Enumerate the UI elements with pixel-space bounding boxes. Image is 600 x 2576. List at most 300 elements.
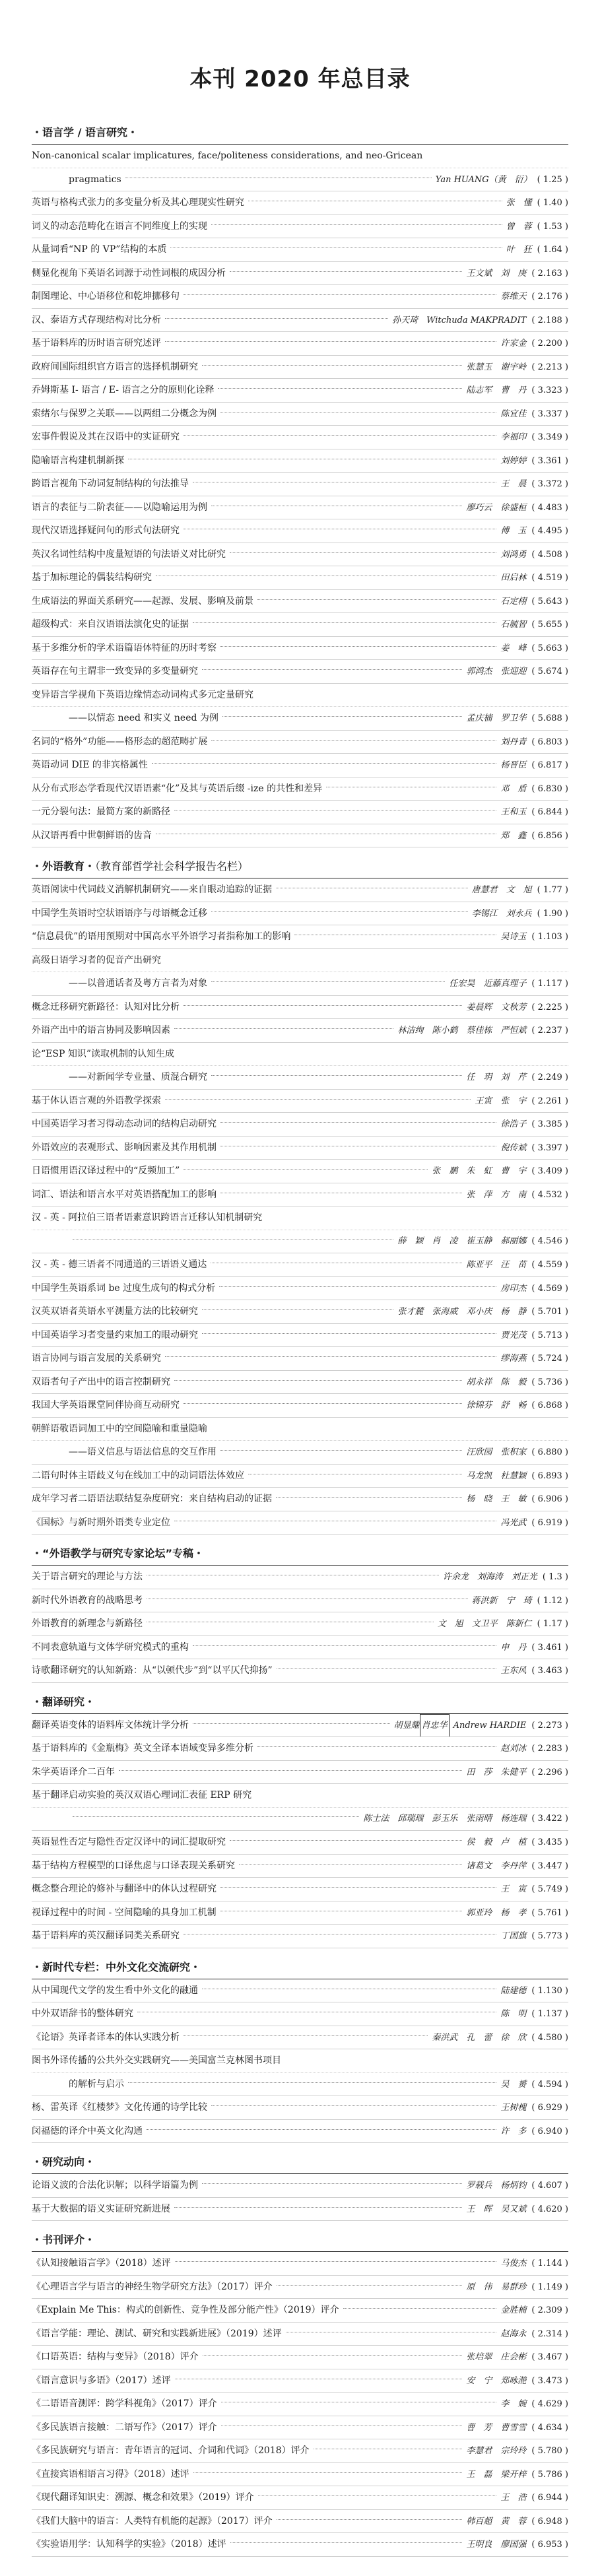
toc-entry[interactable]	[32, 660, 568, 684]
entry-title: 词义的动态范畴化在语言不同维度上的实现	[32, 220, 207, 232]
entry-author: 蒋洪新 宁 琦	[471, 1595, 532, 1606]
entry-page: ( 3.385 )	[531, 1119, 568, 1129]
entry-title: 论“ESP 知识”读取机制的认知生成	[32, 1048, 174, 1059]
toc-entry[interactable]	[32, 1831, 568, 1855]
entry-page: ( 1.64 )	[537, 245, 568, 255]
entry-title: ——以普通话者及粤方言者为对象	[69, 978, 207, 989]
toc-entry[interactable]	[32, 1300, 568, 1324]
toc-entry[interactable]	[32, 949, 568, 973]
toc-entry[interactable]	[32, 1784, 568, 1808]
entry-title: 成年学习者二语语法联结复杂度研究：来自结构启动的证据	[32, 1494, 272, 1504]
toc-entry[interactable]	[32, 1878, 568, 1901]
toc-entry[interactable]	[32, 1206, 568, 1230]
leader-dots	[257, 1746, 496, 1747]
toc-entry[interactable]	[32, 1465, 568, 1488]
entry-title: 《直接宾语相语言习得》（2018）述评	[32, 2468, 189, 2480]
entry-page: ( 6.893 )	[531, 1470, 568, 1481]
entry-page: ( 4.483 )	[531, 502, 568, 513]
entry-author: 任宏昊 近藤真理子	[449, 979, 527, 989]
toc-entry[interactable]	[32, 2533, 568, 2557]
entry-title: 《语言学能：理论、测试、研究和实践新进展》（2019）述评	[32, 2328, 282, 2339]
toc-entry[interactable]	[32, 238, 568, 262]
entry-title: 新时代外语教育的战略思考	[32, 1595, 143, 1606]
entry-author: 田 莎 朱健平	[466, 1767, 527, 1777]
entry-author: 叶 狂	[506, 245, 532, 255]
toc-entry[interactable]	[32, 2049, 568, 2073]
toc-entry[interactable]	[32, 1737, 568, 1761]
section-rows	[32, 2251, 568, 2557]
toc-entry[interactable]	[32, 262, 568, 286]
toc-entry[interactable]	[32, 2346, 568, 2369]
entry-title: 《多民族研究与语言：青年语言的冠词、介词和代词》（2018）评介	[32, 2445, 310, 2456]
entry-page: ( 3.461 )	[531, 1642, 568, 1653]
entry-page: ( 2.273 )	[531, 1720, 568, 1731]
sections-container	[32, 123, 568, 2557]
entry-page: ( 2.213 )	[531, 362, 568, 372]
entry-author: 贾光茂	[500, 1330, 527, 1340]
page-title: 本刊 2020 年总目录	[189, 66, 411, 92]
leader-dots	[276, 1497, 462, 1498]
toc-entry[interactable]	[32, 2393, 568, 2416]
entry-author: 张 萍 方 南	[466, 1189, 527, 1200]
leader-dots	[183, 1005, 462, 1006]
toc-entry[interactable]	[32, 543, 568, 567]
toc-entry[interactable]	[32, 777, 568, 801]
toc-entry[interactable]	[32, 1347, 568, 1371]
toc-entry[interactable]	[32, 2002, 568, 2026]
entry-title: 论语义波的合法化识解；以科学语篇为例	[32, 2180, 198, 2191]
toc-entry[interactable]	[32, 684, 568, 708]
entry-author: 徐锦芬 舒 畅	[466, 1401, 527, 1410]
leader-dots	[220, 1122, 496, 1123]
toc-entry[interactable]	[32, 1636, 568, 1660]
entry-page: ( 1.40 )	[537, 198, 568, 208]
toc-entry[interactable]	[32, 824, 568, 848]
section-rows	[32, 1979, 568, 2144]
entry-title: 中国学生英语时空状语语序与母语概念迁移	[32, 908, 207, 919]
entry-page: ( 1.77 )	[537, 885, 568, 895]
toc-entry[interactable]	[32, 449, 568, 473]
entry-page: ( 3.349 )	[531, 432, 568, 442]
entry-title: 闵福德的译介中英文化沟通	[32, 2125, 143, 2136]
toc-entry[interactable]	[32, 496, 568, 520]
entry-page: ( 1.149 )	[531, 2282, 568, 2292]
toc-entry[interactable]	[32, 2026, 568, 2050]
entry-page: ( 1.90 )	[537, 908, 568, 919]
toc-entry[interactable]	[32, 2198, 568, 2222]
entry-title: 视译过程中的时间 - 空间隐喻的具身加工机制	[32, 1907, 217, 1918]
entry-author: 陈 明	[500, 2009, 527, 2019]
entry-title: 一元分裂句法：最简方案的新路径	[32, 807, 170, 817]
toc-entry[interactable]	[32, 1277, 568, 1301]
toc-entry[interactable]	[32, 168, 568, 192]
entry-author: 郭亚玲 杨 孝	[466, 1907, 527, 1918]
toc-entry[interactable]	[32, 332, 568, 356]
leader-dots	[202, 1309, 393, 1310]
leader-dots	[174, 1028, 393, 1029]
entry-page: ( 4.620 )	[531, 2204, 568, 2214]
entry-title: 《二语语音测评：跨学科视角》（2017）评介	[32, 2398, 217, 2409]
entry-title: 双语者句子产出中的语言控制研究	[32, 1376, 170, 1387]
entry-author: 孙天琦 Witchuda MAKPRADIT	[392, 315, 527, 325]
entry-author: 赵海永	[500, 2328, 527, 2339]
entry-page: ( 4.629 )	[531, 2399, 568, 2409]
entry-author: 侯 毅 卢 植	[466, 1837, 527, 1847]
entry-author: 金胜楠	[500, 2305, 527, 2315]
entry-page: ( 3.422 )	[531, 1813, 568, 1824]
toc-section	[32, 857, 568, 1535]
entry-page: ( 1.12 )	[537, 1595, 568, 1606]
entry-title: 高级日语学习者的促音产出研究	[32, 954, 161, 966]
entry-page: ( 6.940 )	[531, 2126, 568, 2136]
entry-title: 《心理语言学与语言的神经生物学研究方法》（2017）评介	[32, 2281, 273, 2292]
entry-page: ( 5.713 )	[531, 1330, 568, 1340]
entry-page: ( 5.688 )	[531, 713, 568, 723]
toc-entry[interactable]	[32, 2252, 568, 2276]
entry-title: 生成语法的界面关系研究——起源、发展、影响及前景	[32, 595, 253, 607]
toc-entry[interactable]	[32, 1019, 568, 1043]
section-heading-text: ・新时代专栏：中外文化交流研究・	[32, 1960, 201, 1973]
entry-title: 从汉语再看中世朝鲜语的齿音	[32, 830, 152, 841]
toc-entry[interactable]	[32, 2463, 568, 2487]
toc-entry[interactable]	[32, 972, 568, 996]
toc-entry[interactable]	[32, 1901, 568, 1925]
toc-entry[interactable]	[32, 566, 568, 590]
toc-entry[interactable]	[32, 878, 568, 902]
toc-entry[interactable]	[32, 1761, 568, 1785]
entry-title: 汉、泰语方式存现结构对比分析	[32, 314, 161, 325]
entry-title: 概念迁移研究新路径：认知对比分析	[32, 1001, 180, 1012]
leader-dots	[174, 1380, 462, 1381]
entry-author: 吴 赟	[500, 2079, 527, 2090]
entry-title: 《Explain Me This：构式的创新性、竞争性及部分能产性》（2019）评介	[32, 2305, 339, 2315]
entry-title: 乔姆斯基 I- 语言 / E- 语言之分的原则化诠释	[32, 385, 215, 395]
section-heading	[32, 1958, 568, 1977]
leader-dots	[202, 2183, 462, 2184]
entry-title: 名词的“格外”功能——格形态的超范畴扩展	[32, 736, 208, 747]
toc-entry[interactable]	[32, 309, 568, 333]
entry-title: 《实验语用学：认知科学的实验》（2018）述评	[32, 2539, 226, 2550]
entry-title: 外语产出中的语言协同及影响因素	[32, 1025, 170, 1036]
entry-title: 英语存在句主谓非一致变异的多变量研究	[32, 666, 198, 677]
toc-entry[interactable]	[32, 996, 568, 1020]
entry-author: 唐慧君 文 旭	[471, 885, 532, 895]
entry-author: 郑 鑫	[500, 830, 527, 841]
entry-title: 基于体认语言观的外语教学探索	[32, 1095, 161, 1106]
toc-entry[interactable]	[32, 1183, 568, 1207]
toc-entry[interactable]	[32, 590, 568, 614]
entry-page: ( 4.559 )	[531, 1260, 568, 1270]
toc-entry[interactable]	[32, 637, 568, 661]
entry-author: 孟庆楠 罗卫华	[466, 713, 527, 723]
entry-page: ( 3.397 )	[531, 1142, 568, 1153]
toc-entry[interactable]	[32, 1855, 568, 1878]
toc-entry[interactable]	[32, 1659, 568, 1683]
section-heading-sub: （教育部哲学社会科学报告名栏）	[95, 860, 249, 873]
toc-entry[interactable]	[32, 2439, 568, 2463]
toc-entry[interactable]	[32, 2174, 568, 2198]
entry-page: ( 3.447 )	[531, 1861, 568, 1871]
entry-page: ( 5.655 )	[531, 620, 568, 630]
toc-entry[interactable]	[32, 285, 568, 309]
leader-dots	[183, 1169, 428, 1170]
entry-page: ( 6.880 )	[531, 1447, 568, 1457]
toc-entry[interactable]	[32, 902, 568, 926]
entry-page: ( 3.372 )	[531, 479, 568, 489]
entry-title: 我国大学英语课堂同伴协商互动研究	[32, 1400, 180, 1410]
entry-title: 朝鲜语敬语词加工中的空间隐喻和重量隐喻	[32, 1423, 207, 1434]
entry-title: 外语教育的新理念与新路径	[32, 1618, 143, 1629]
entry-author: 林洁绚 陈小鹤 蔡佳栋 严恒斌	[397, 1026, 527, 1036]
entry-title: 《语言意识与多语》（2017）述评	[32, 2375, 171, 2386]
entry-author: 姜 峰	[500, 643, 527, 653]
section-rows	[32, 2173, 568, 2221]
entry-title: 英语显性否定与隐性否定汉译中的词汇提取研究	[32, 1837, 226, 1847]
entry-title: 《多民族语言接触：二语写作》（2017）评介	[32, 2422, 217, 2433]
leader-dots	[220, 1887, 496, 1888]
leader-dots	[165, 1099, 471, 1100]
section-heading	[32, 123, 568, 143]
toc-entry[interactable]	[32, 215, 568, 239]
section-heading-text: ・“外语教学与研究专家论坛”专稿・	[32, 1547, 205, 1560]
entry-page: ( 2.309 )	[531, 2305, 568, 2315]
entry-title: pragmatics	[69, 174, 121, 185]
entry-title: 侧显化视角下英语名词源于动性词根的成因分析	[32, 267, 226, 279]
entry-author: 刘婷婷	[500, 455, 527, 466]
entry-author: 李 婉	[500, 2399, 527, 2409]
entry-page: ( 6.953 )	[531, 2540, 568, 2550]
toc-entry[interactable]	[32, 1043, 568, 1067]
leader-dots	[202, 669, 462, 670]
leader-dots	[222, 716, 462, 717]
entry-author: 文 旭 文卫平 陈新仁	[437, 1619, 532, 1629]
entry-title: 基于大数据的语义实证研究新进展	[32, 2203, 170, 2214]
entry-author: 王 磊 梁开梓	[466, 2469, 527, 2480]
entry-title: 汉 - 英 - 德三语者不同通道的三语语义通达	[32, 1259, 207, 1270]
toc-entry[interactable]	[32, 731, 568, 754]
entry-page: ( 4.607 )	[531, 2181, 568, 2191]
leader-dots	[343, 2308, 497, 2309]
leader-dots	[165, 341, 496, 342]
section-heading-text: ・外语教育・	[32, 860, 96, 873]
leader-dots	[220, 1450, 462, 1451]
entry-author-extra: Andrew HARDIE	[453, 1720, 527, 1731]
toc-entry[interactable]	[32, 1488, 568, 1511]
leader-dots	[183, 2035, 428, 2036]
leader-dots	[211, 981, 445, 982]
leader-dots	[193, 2472, 463, 2473]
entry-page: ( 1.25 )	[537, 174, 568, 185]
leader-dots	[239, 1864, 462, 1865]
toc-entry[interactable]	[32, 2096, 568, 2120]
entry-page: ( 2.283 )	[531, 1744, 568, 1754]
entry-title: 英汉名词性结构中度量短语的句法语义对比研究	[32, 548, 226, 560]
entry-author: 丁国旗	[500, 1931, 527, 1941]
toc-entry[interactable]	[32, 1394, 568, 1418]
entry-author: 刘丹青	[500, 737, 527, 747]
entry-author: 陈亚平 汪 苗	[466, 1260, 527, 1270]
entry-author: 石定栩	[500, 596, 527, 607]
toc-entry[interactable]	[32, 1371, 568, 1395]
toc-entry[interactable]	[32, 801, 568, 824]
leader-dots	[165, 318, 388, 319]
entry-title: 二语句时体主语歧义句在线加工中的动词语法体效应	[32, 1470, 244, 1481]
toc-entry[interactable]	[32, 426, 568, 449]
section-heading	[32, 2230, 568, 2250]
entry-page: ( 4.580 )	[531, 2032, 568, 2043]
section-rows	[32, 144, 568, 847]
entry-author: 刘鸿勇	[500, 549, 527, 560]
leader-dots	[230, 271, 462, 272]
leader-dots	[128, 2082, 496, 2083]
toc-entry[interactable]	[32, 519, 568, 543]
entry-title: Non-canonical scalar implicatures, face/politeness considerations, and neo-Gricean	[32, 150, 423, 161]
entry-author: 石毓智	[500, 620, 527, 630]
entry-title: 朱学英语译介二百年	[32, 1766, 115, 1777]
toc-entry[interactable]	[32, 1253, 568, 1277]
toc-entry[interactable]	[32, 1566, 568, 1589]
entry-author: 王树槐	[500, 2103, 527, 2113]
entry-page: ( 3.337 )	[531, 409, 568, 419]
entry-page: ( 5.749 )	[531, 1884, 568, 1894]
entry-author: 韩百超 黄 蓉	[466, 2516, 527, 2526]
entry-title: 《口语英语：结构与变异》（2018）评介	[32, 2352, 199, 2362]
entry-page: ( 5.773 )	[531, 1931, 568, 1941]
entry-page: ( 5.786 )	[531, 2469, 568, 2480]
leader-dots	[277, 2285, 463, 2286]
section-heading-text: ・翻译研究・	[32, 1695, 96, 1708]
entry-title: 中国英语学习者变量约束加工的眼动研究	[32, 1329, 198, 1340]
entry-author: 任 玥 刘 芹	[466, 1073, 527, 1082]
toc-entry[interactable]	[32, 473, 568, 496]
toc-entry[interactable]	[32, 2323, 568, 2346]
toc-entry[interactable]	[32, 403, 568, 426]
entry-author: 许余龙 刘海涛 刘正光	[442, 1572, 537, 1582]
leader-dots	[152, 763, 496, 764]
entry-author: 曹 芳 曹雪雪	[466, 2422, 527, 2433]
entry-author: 胡永祥 陈 毅	[466, 1377, 527, 1387]
toc-entry[interactable]	[32, 1324, 568, 1348]
entry-page: ( 6.803 )	[531, 737, 568, 747]
entry-page: ( 5.663 )	[531, 643, 568, 653]
entry-title: 中国学生英语系词 be 过度生成句的构式分析	[32, 1282, 216, 1294]
entry-title: 跨语言视角下动词复制结构的句法推导	[32, 479, 189, 489]
leader-dots	[203, 2355, 463, 2356]
toc-entry[interactable]	[32, 1113, 568, 1137]
leader-dots	[211, 740, 496, 741]
entry-page: ( 2.261 )	[531, 1096, 568, 1106]
toc-entry[interactable]	[32, 754, 568, 777]
leader-dots	[193, 622, 496, 623]
entry-page: ( 3.463 )	[531, 1666, 568, 1676]
leader-dots	[193, 1723, 390, 1724]
toc-entry[interactable]	[32, 1808, 568, 1832]
entry-title: 不同表意轨道与文体学研究模式的重构	[32, 1641, 189, 1653]
toc-entry[interactable]	[32, 191, 568, 215]
toc-entry[interactable]	[32, 1066, 568, 1090]
toc-entry[interactable]	[32, 379, 568, 403]
entry-author: 廖巧云 徐盛桓	[466, 502, 527, 513]
toc-entry[interactable]	[32, 707, 568, 731]
entry-page: ( 5.674 )	[531, 667, 568, 677]
toc-entry[interactable]	[32, 2299, 568, 2323]
toc-entry[interactable]	[32, 925, 568, 949]
toc-entry[interactable]	[32, 2120, 568, 2144]
toc-entry[interactable]	[32, 356, 568, 380]
entry-page: ( 5.724 )	[531, 1354, 568, 1364]
toc-entry[interactable]	[32, 1589, 568, 1613]
toc-entry[interactable]	[32, 1418, 568, 1441]
entry-author: 李锡江 刘永兵	[471, 908, 532, 919]
toc-entry[interactable]	[32, 1160, 568, 1183]
entry-title: 索绪尔与保罗之关联——以两组二分概念为例	[32, 408, 217, 419]
toc-entry[interactable]	[32, 2073, 568, 2097]
toc-entry[interactable]	[32, 2416, 568, 2440]
leader-dots	[147, 2129, 496, 2130]
entry-title: 《现代翻译知识史：溯源、概念和效果》（2019）评介	[32, 2492, 254, 2503]
toc-entry[interactable]	[32, 1925, 568, 1948]
entry-title: 基于语料库的历时语言研究述评	[32, 338, 161, 348]
entry-page: ( 6.919 )	[531, 1517, 568, 1528]
toc-entry[interactable]	[32, 2276, 568, 2299]
entry-title: 基于翻译启动实验的英汉双语心理词汇表征 ERP 研究	[32, 1790, 252, 1800]
entry-page: ( 6.830 )	[531, 783, 568, 794]
toc-entry[interactable]	[32, 1441, 568, 1465]
entry-title: 概念整合理论的修补与翻译中的体认过程研究	[32, 1884, 217, 1894]
entry-page: ( 5.701 )	[531, 1307, 568, 1317]
leader-dots	[230, 552, 496, 553]
entry-author: 姜晨辉 文秋芳	[466, 1002, 527, 1012]
toc-entry[interactable]	[32, 1137, 568, 1160]
leader-dots	[230, 1840, 462, 1841]
leader-dots	[183, 435, 496, 436]
toc-entry[interactable]	[32, 1090, 568, 1113]
toc-entry[interactable]	[32, 2510, 568, 2534]
toc-entry[interactable]	[32, 1714, 568, 1738]
entry-author: 郭鸿杰 张迎迎	[466, 667, 527, 677]
section-heading	[32, 1544, 568, 1564]
toc-entry[interactable]	[32, 1230, 568, 1254]
toc-entry[interactable]	[32, 145, 568, 168]
entry-author: 王寅 张 宇	[475, 1096, 527, 1106]
entry-title: 《认知接触语言学》（2018）述评	[32, 2258, 171, 2268]
entry-page: ( 6.844 )	[531, 807, 568, 817]
entry-author: 王和玉	[500, 807, 527, 817]
toc-section	[32, 2230, 568, 2557]
leader-dots	[183, 1403, 462, 1404]
entry-page: ( 1.53 )	[537, 221, 568, 232]
entry-page: ( 3.473 )	[531, 2375, 568, 2386]
entry-page: ( 1.130 )	[531, 1985, 568, 1996]
entry-author: 陈宜佳	[500, 409, 527, 419]
toc-entry[interactable]	[32, 1979, 568, 2003]
entry-page: ( 2.249 )	[531, 1073, 568, 1082]
entry-author: 陈士法 邱瑞瑞 彭玉乐 张雨晴 杨连瑞	[363, 1813, 527, 1824]
entry-author: 李慧君 宗玲玲	[466, 2446, 527, 2456]
toc-entry[interactable]	[32, 613, 568, 637]
toc-entry[interactable]	[32, 1612, 568, 1636]
entry-title: “信息晨优”的语用预期对中国高水平外语学习者指称加工的影响	[32, 931, 291, 942]
toc-entry[interactable]	[32, 1511, 568, 1535]
toc-entry[interactable]	[32, 2486, 568, 2510]
entry-author: 马俊杰	[500, 2259, 527, 2268]
entry-page: ( 6.817 )	[531, 760, 568, 770]
entry-page: ( 2.200 )	[531, 339, 568, 348]
toc-entry[interactable]	[32, 2369, 568, 2393]
entry-page: ( 4.594 )	[531, 2079, 568, 2090]
entry-author: 邓 盾	[500, 783, 527, 794]
toc-section	[32, 1958, 568, 2144]
